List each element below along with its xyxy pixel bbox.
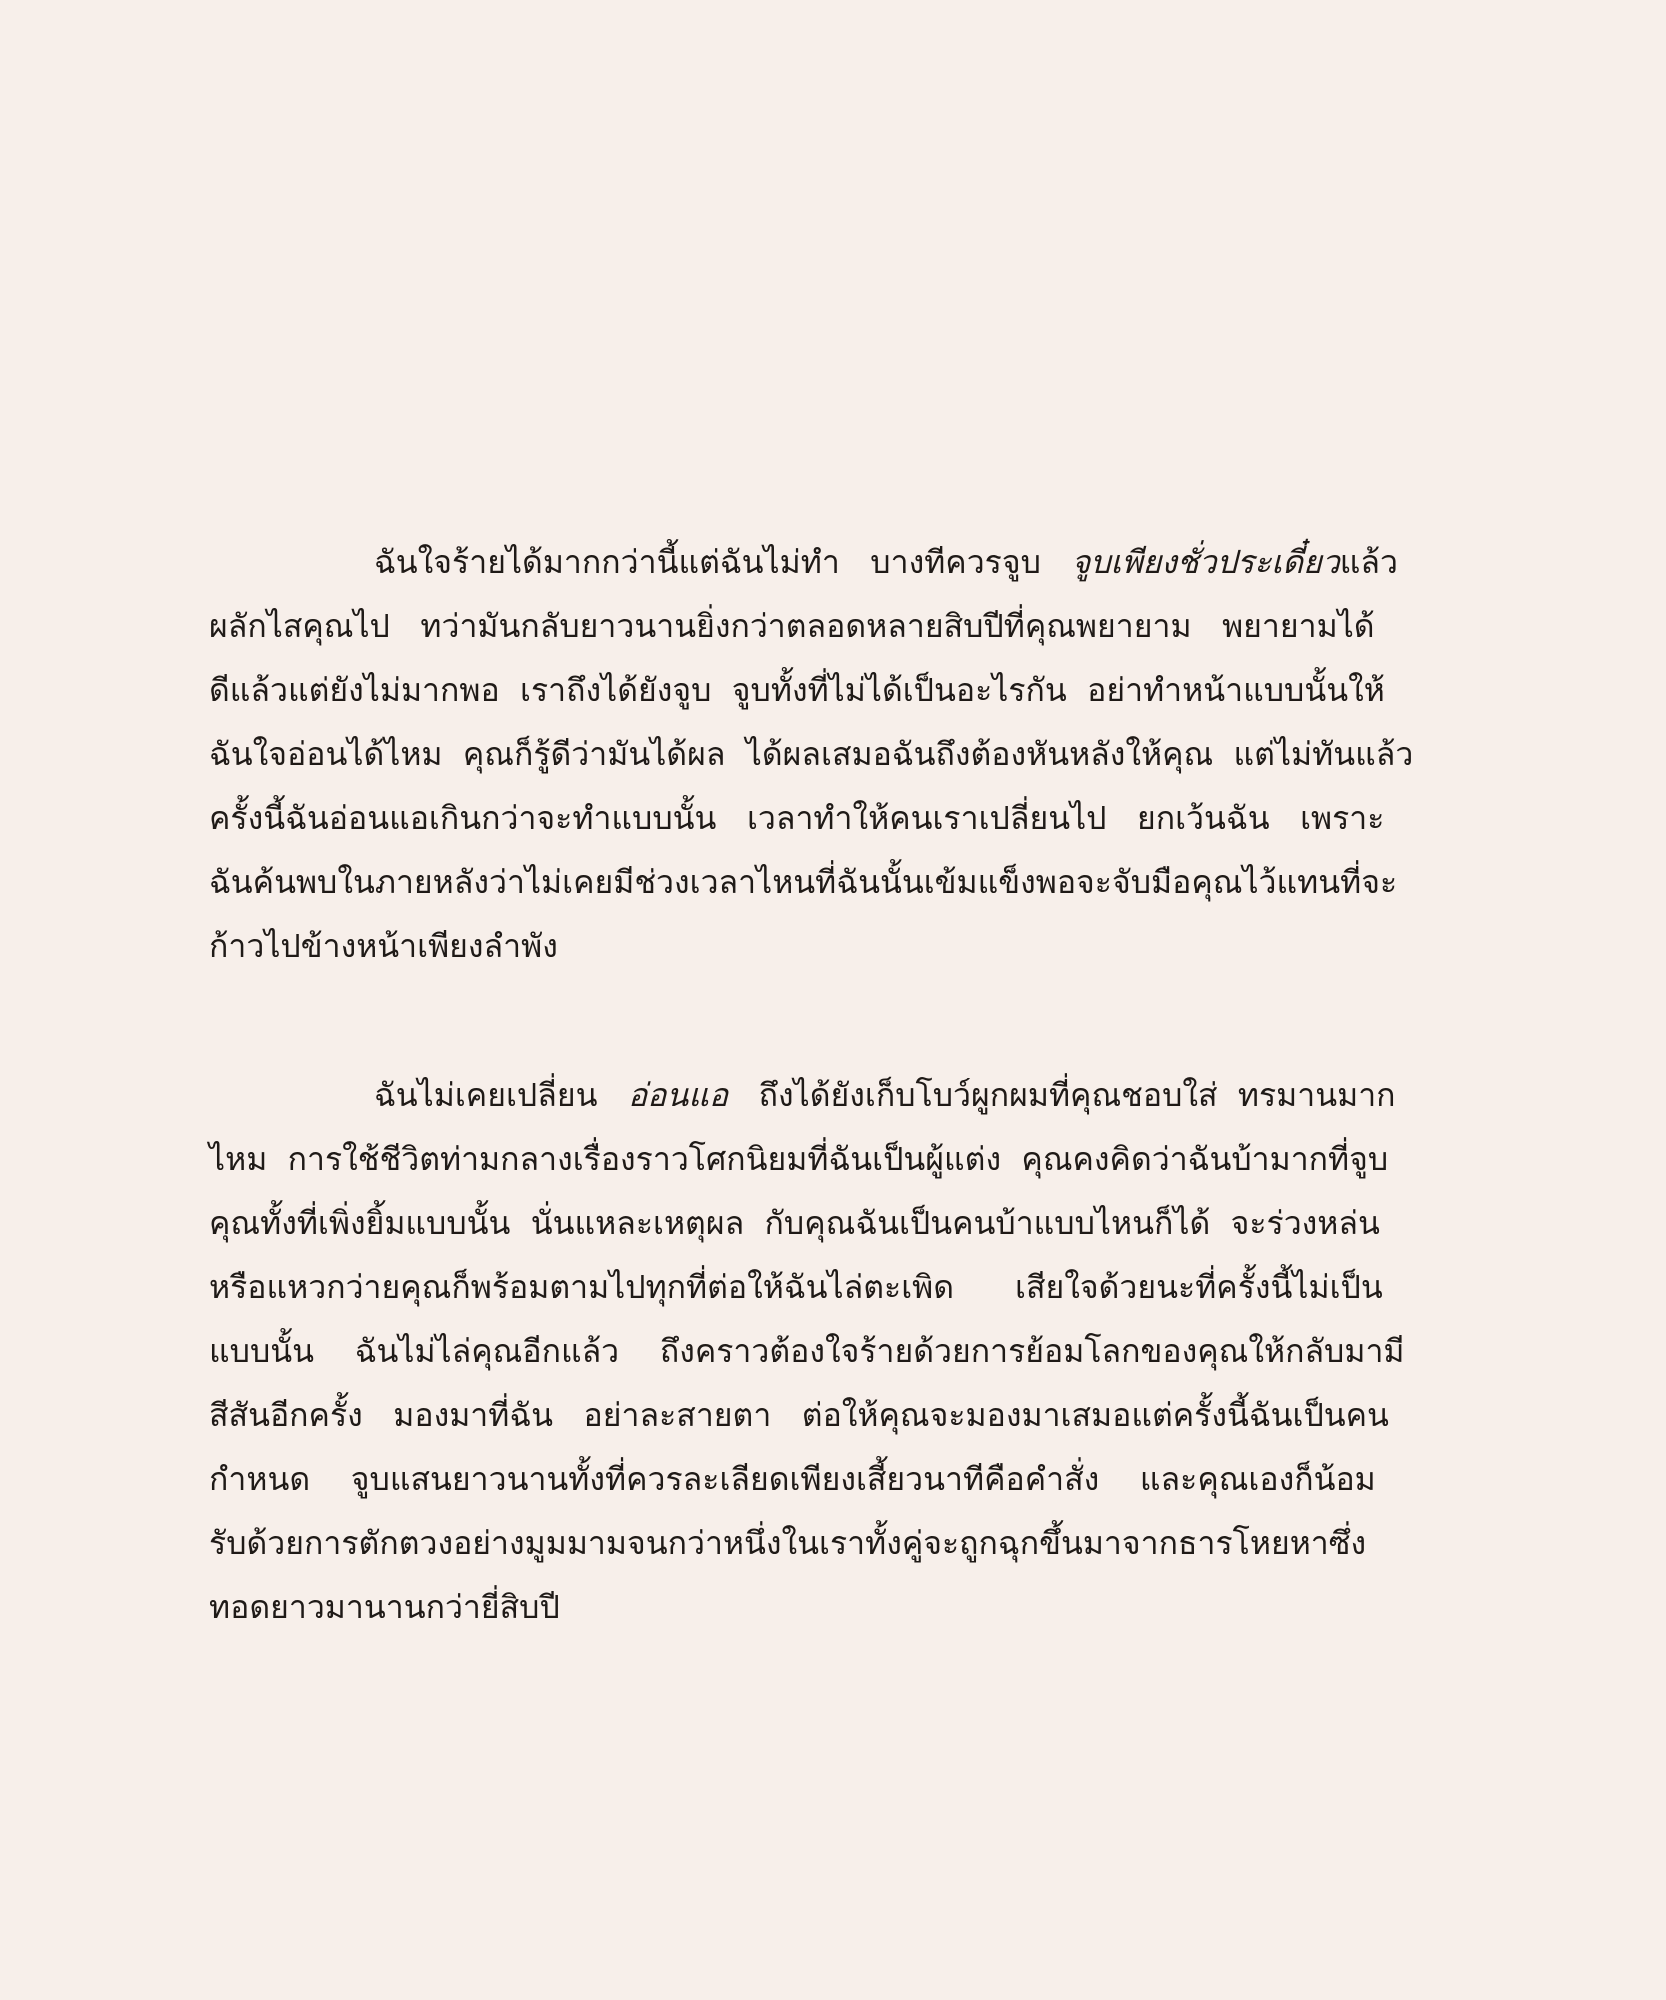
text-line: ก้าวไปข้างหน้าเพียงลำพัง	[209, 927, 558, 965]
text-line: ทอดยาวมานานกว่ายี่สิบปี	[209, 1588, 560, 1626]
italic-phrase: อ่อนแอ	[627, 1076, 729, 1114]
text-line: ครั้งนี้ฉันอ่อนแอเกินกว่าจะทำแบบนั้น เวลาทำให้คนเราเปลี่ยนไป ยกเว้นฉัน เพราะ	[209, 799, 1385, 837]
text-line: ฉันไม่เคยเปลี่ยน อ่อนแอ ถึงได้ยังเก็บโบว์ผูกผมที่คุณชอบใส่ ทรมานมาก	[374, 1076, 1396, 1114]
paragraph-1	[209, 530, 1449, 978]
text-line: คุณทั้งที่เพิ่งยิ้มแบบนั้น นั่นแหละเหตุผล กับคุณฉันเป็นคนบ้าแบบไหนก็ได้ จะร่วงหล่น	[209, 1204, 1380, 1242]
text-line: ผลักไสคุณไป ทว่ามันกลับยาวนานยิ่งกว่าตลอดหลายสิบปีที่คุณพยายาม พยายามได้	[209, 607, 1375, 645]
text-line: กำหนด จูบแสนยาวนานทั้งที่ควรละเลียดเพียงเสี้ยวนาทีคือคำสั่ง และคุณเองก็น้อม	[209, 1460, 1376, 1498]
text-line: แบบนั้น ฉันไม่ไล่คุณอีกแล้ว ถึงคราวต้องใจร้ายด้วยการย้อมโลกของคุณให้กลับมามี	[209, 1332, 1405, 1370]
paragraph-2	[209, 1063, 1449, 1639]
text-line: ฉันใจร้ายได้มากกว่านี้แต่ฉันไม่ทำ บางทีควรจูบ จูบเพียงชั่วประเดี๋ยวแล้ว	[374, 543, 1398, 581]
italic-phrase: จูบเพียงชั่วประเดี๋ยว	[1071, 543, 1340, 581]
text-line: ฉันค้นพบในภายหลังว่าไม่เคยมีช่วงเวลาไหนที่ฉันนั้นเข้มแข็งพอจะจับมือคุณไว้แทนที่จะ	[209, 863, 1398, 901]
text-line: ดีแล้วแต่ยังไม่มากพอ เราถึงได้ยังจูบ จูบทั้งที่ไม่ได้เป็นอะไรกัน อย่าทำหน้าแบบนั้นให้	[209, 671, 1385, 709]
text-line: หรือแหวกว่ายคุณก็พร้อมตามไปทุกที่ต่อให้ฉันไล่ตะเพิด เสียใจด้วยนะที่ครั้งนี้ไม่เป็น	[209, 1268, 1383, 1306]
text-line: ฉันใจอ่อนได้ไหม คุณก็รู้ดีว่ามันได้ผล ได้ผลเสมอฉันถึงต้องหันหลังให้คุณ แต่ไม่ทันแล้ว	[209, 735, 1414, 773]
text-line: ไหม การใช้ชีวิตท่ามกลางเรื่องราวโศกนิยมที่ฉันเป็นผู้แต่ง คุณคงคิดว่าฉันบ้ามากที่จูบ	[209, 1140, 1389, 1178]
text-line: รับด้วยการตักตวงอย่างมูมมามจนกว่าหนึ่งในเราทั้งคู่จะถูกฉุกขึ้นมาจากธารโหยหาซึ่ง	[209, 1524, 1367, 1562]
text-line: สีสันอีกครั้ง มองมาที่ฉัน อย่าละสายตา ต่อให้คุณจะมองมาเสมอแต่ครั้งนี้ฉันเป็นคน	[209, 1396, 1389, 1434]
